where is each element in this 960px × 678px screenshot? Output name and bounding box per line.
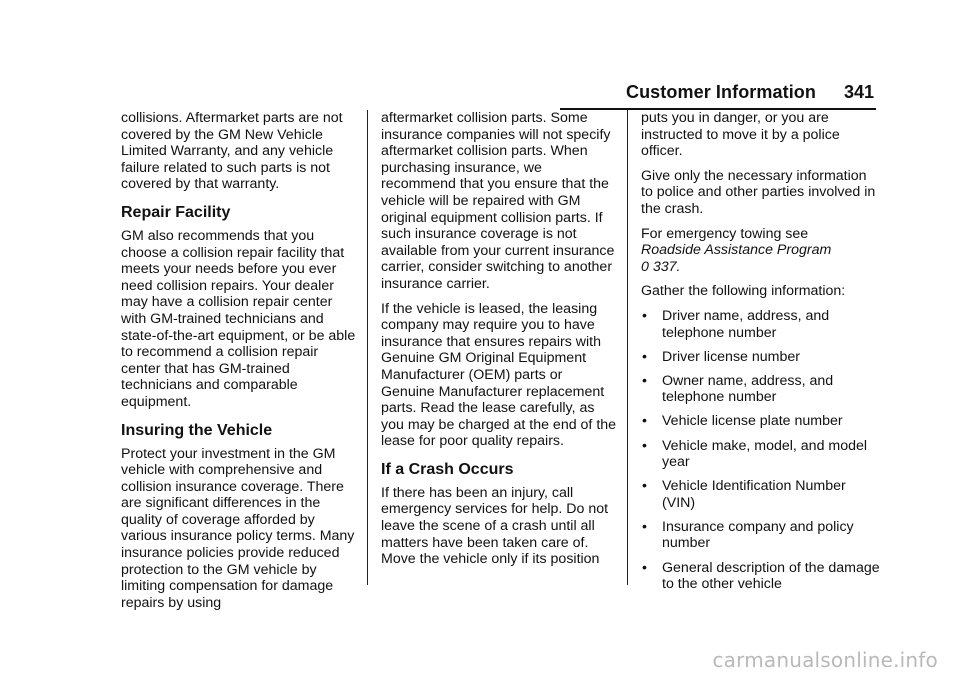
list-item-text: Insurance company and policy number <box>662 518 854 552</box>
repair-facility-text: GM also recommends that you choose a collision repair facility that meets your needs before you ever need collision repairs. Your dealer may have a collision repair center with GM-trained technicians and state-of-the-art equipment, or be able to recommend a collision repair center that has GM-trained technicians and comparable equipment. <box>121 227 356 410</box>
bullet-icon: • <box>642 307 647 324</box>
crash-heading: If a Crash Occurs <box>381 460 514 478</box>
roadside-assistance-link[interactable]: Roadside Assistance Program <box>641 242 832 259</box>
bullet-icon: • <box>642 413 647 430</box>
bullet-icon: • <box>642 348 647 365</box>
column-3 <box>641 110 881 600</box>
list-item <box>641 308 881 341</box>
list-item-text: Driver license number <box>662 348 800 365</box>
repair-facility-heading: Repair Facility <box>121 203 231 221</box>
list-item-text: Owner name, address, and telephone number <box>662 372 834 406</box>
insurance-paragraph: aftermarket collision parts. Some insurance companies will not specify aftermarket collision parts. When purchasing insurance, we recommend that you ensure that the vehicle will be repaired with GM original equipment collision parts. If such insurance coverage is not available from your current insurance carrier, consider switching to another insurance carrier. <box>381 110 615 292</box>
list-item-text: Vehicle make, model, and model year <box>662 437 868 471</box>
list-item <box>641 478 881 511</box>
bullet-icon: • <box>642 478 647 495</box>
list-item-text: Driver name, address, and telephone number <box>662 307 830 341</box>
list-item-text: Vehicle license plate number <box>662 413 843 430</box>
towing-prefix: For emergency towing see <box>641 225 809 242</box>
bullet-icon: • <box>642 518 647 535</box>
page-header <box>560 80 876 110</box>
column-2 <box>381 110 619 576</box>
list-item <box>641 438 881 471</box>
list-item <box>641 560 881 593</box>
watermark-text[interactable]: carmanualsonline.info <box>712 648 938 672</box>
information-paragraph: Give only the necessary information to police and other parties involved in the crash. <box>641 167 876 217</box>
list-item <box>641 373 881 406</box>
information-list <box>641 308 881 593</box>
list-item <box>641 349 881 366</box>
list-item-text: General description of the damage to the other vehicle <box>662 559 880 593</box>
page-reference-link[interactable]: 0 337. <box>641 258 681 275</box>
page-number: 341 <box>843 82 874 102</box>
insuring-vehicle-heading: Insuring the Vehicle <box>121 421 273 439</box>
towing-paragraph <box>641 226 881 276</box>
continued-paragraph: collisions. Aftermarket parts are not covered by the GM New Vehicle Limited Warranty, and any vehicle failure related to such parts is not covered by that warranty. <box>121 110 343 193</box>
column-1 <box>121 110 357 619</box>
bullet-icon: • <box>642 437 647 454</box>
list-item <box>641 413 881 430</box>
column-divider-1 <box>367 110 368 585</box>
danger-paragraph: puts you in danger, or you are instructed to move it by a police officer. <box>641 110 840 160</box>
bullet-icon: • <box>642 559 647 576</box>
column-divider-2 <box>627 110 628 585</box>
crash-text: If there has been an injury, call emergency services for help. Do not leave the scene of a crash until all matters have been taken care of. Move the vehicle only if its position <box>381 484 609 568</box>
gather-intro: Gather the following information: <box>641 283 846 300</box>
list-item <box>641 519 881 552</box>
lease-paragraph: If the vehicle is leased, the leasing company may require you to have insurance that ensures repairs with Genuine GM Original Equipment Manufacturer (OEM) parts or Genuine Manufacturer replacement parts. Read the lease carefully, as you may be charged at the end of the lease for poor quality repairs. <box>381 300 617 450</box>
list-item-text: Vehicle Identification Number (VIN) <box>662 478 846 511</box>
insuring-vehicle-text: Protect your investment in the GM vehicle with comprehensive and collision insurance coverage. There are significant differences in the quality of coverage afforded by various insurance policy terms. Many insurance policies provide reduced protection to the GM vehicle by limiting compensation for damage repairs by using <box>121 445 355 611</box>
bullet-icon: • <box>642 372 647 389</box>
section-title: Customer Information <box>625 82 816 102</box>
